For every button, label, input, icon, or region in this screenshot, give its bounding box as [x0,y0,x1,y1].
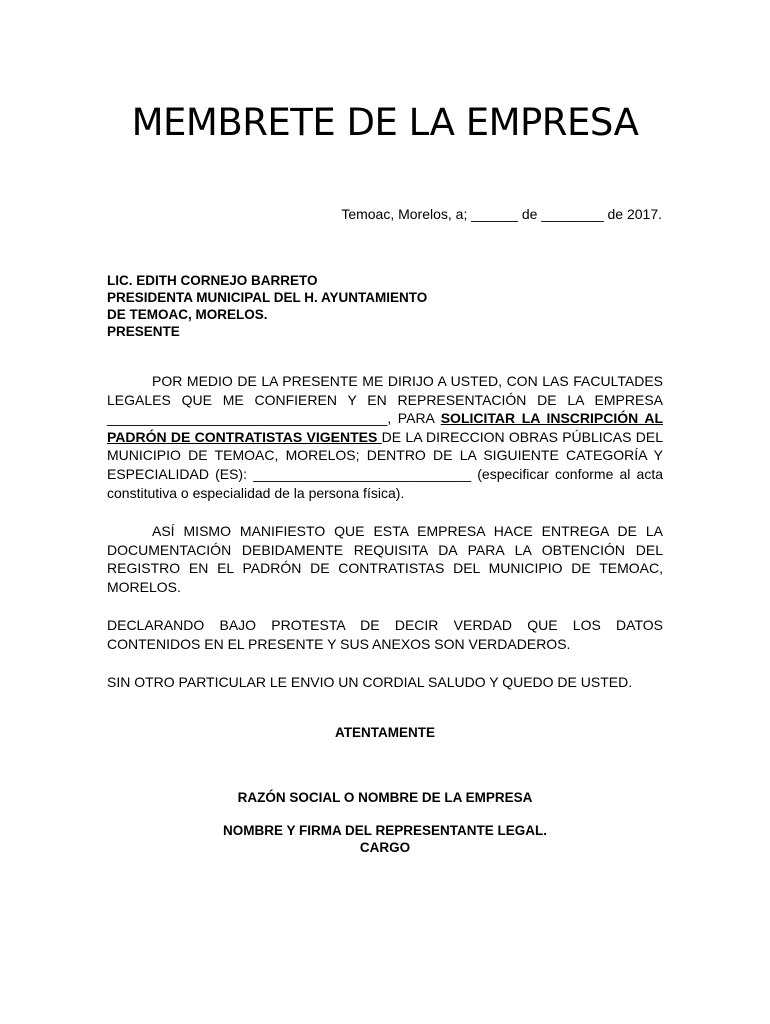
paragraph-documentation: ASÍ MISMO MANIFIESTO QUE ESTA EMPRESA HACE ENTREGA DE LA DOCUMENTACIÓN DEBIDAMENTE REQUISITA DA PARA LA OBTENCIÓN DEL REGISTRO EN EL PADRÓN DE CONTRATISTAS DEL MUNICIPIO DE TEMOAC, MORELOS. [107,523,663,595]
signature-block [0,822,770,856]
signature-title: CARGO [359,840,411,855]
paragraph-request [107,372,663,502]
recipient-position: PRESIDENTA MUNICIPAL DEL H. AYUNTAMIENTO [107,290,428,305]
recipient-block [107,272,427,340]
paragraph-request-body: DE LA DIRECCION OBRAS PÚBLICAS DEL MUNICIPIO DE TEMOAC, MORELOS; DENTRO DE LA SIGUIENTE CATEGORÍA Y ESPECIALIDAD (ES): [107,428,663,482]
date-line: Temoac, Morelos, a; ______ de ________ de 2017. [341,206,662,222]
paragraph-declaration: DECLARANDO BAJO PROTESTA DE DECIR VERDAD QUE LOS DATOS CONTENIDOS EN EL PRESENTE Y SUS ANEXOS SON VERDADEROS. [107,617,663,652]
recipient-name: LIC. EDITH CORNEJO BARRETO [107,273,318,288]
paragraph-request-intro: POR MEDIO DE LA PRESENTE ME DIRIJO A USTED, CON LAS FACULTADES LEGALES QUE ME CONFIEREN Y EN REPRESENTACIÓN DE LA EMPRESA [107,373,663,408]
request-emphasis: SOLICITAR LA INSCRIPCIÓN AL PADRÓN DE CONTRATISTAS VIGENTES [107,410,663,445]
company-blank-field: ____________________________________ [107,410,388,427]
signature-line: NOMBRE Y FIRMA DEL REPRESENTANTE LEGAL. [222,823,548,838]
recipient-salutation: PRESENTE [107,324,180,339]
letterhead-title: MEMBRETE DE LA EMPRESA [131,101,639,144]
specialty-blank-field: ____________________________ [253,465,472,482]
paragraph-farewell: SIN OTRO PARTICULAR LE ENVIO UN CORDIAL SALUDO Y QUEDO DE USTED. [107,674,633,690]
recipient-location: DE TEMOAC, MORELOS. [107,307,268,322]
closing-text: ATENTAMENTE [335,725,435,740]
paragraph-request-connector: , PARA [387,410,441,427]
company-name-line: RAZÓN SOCIAL O NOMBRE DE LA EMPRESA [237,790,533,805]
paragraph-request-note: (especificar conforme al acta constitutiva o especialidad de la persona física). [107,465,664,501]
